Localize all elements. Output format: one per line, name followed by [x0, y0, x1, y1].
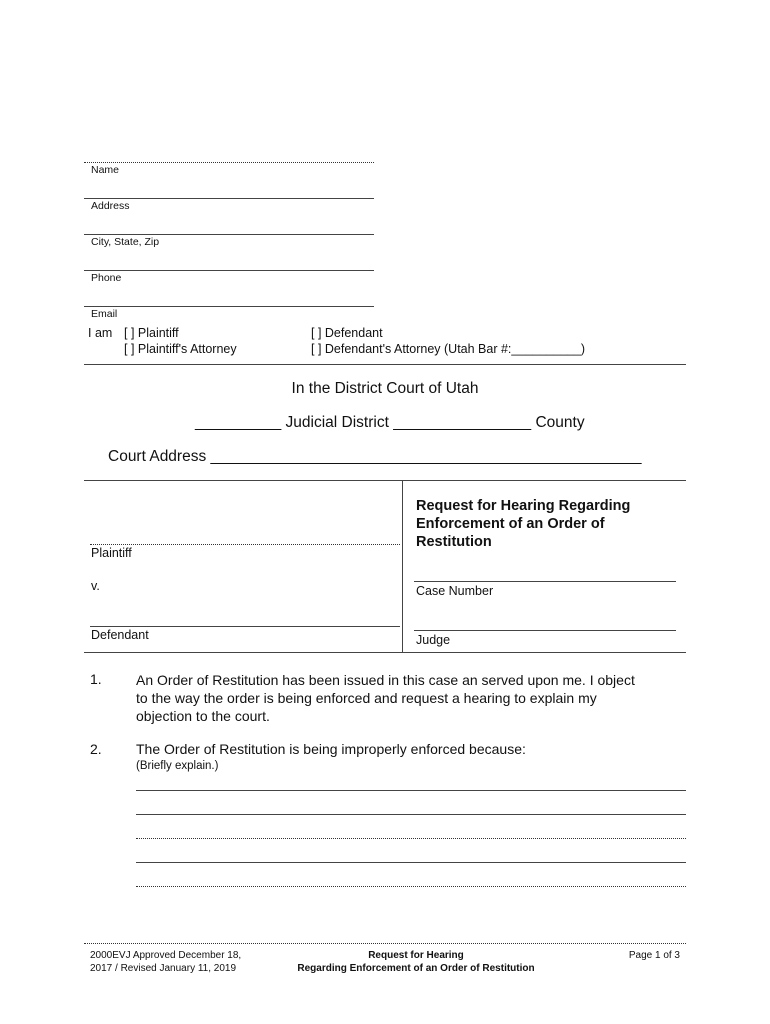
plaintiff-line[interactable] — [90, 544, 400, 545]
item-1-line2: to the way the order is being enforced and request a hearing to explain my — [136, 690, 597, 706]
case-number-label: Case Number — [416, 584, 494, 598]
court-address-blank[interactable]: __________________________________________________ — [210, 448, 642, 465]
caption-bottom-border — [84, 652, 686, 653]
caption-divider — [402, 480, 403, 652]
name-line[interactable] — [84, 162, 374, 163]
document-title-line2: Enforcement of an Order of — [416, 516, 605, 532]
district-number-blank[interactable]: __________ — [195, 414, 282, 431]
phone-label: Phone — [91, 272, 122, 284]
defendant-label: Defendant — [91, 628, 149, 642]
city-state-zip-line[interactable] — [84, 234, 374, 235]
name-label: Name — [91, 164, 120, 176]
defendant-line[interactable] — [90, 626, 400, 627]
versus-label: v. — [91, 579, 100, 593]
court-address-label: Court Address — [108, 448, 207, 465]
county-label: County — [535, 414, 585, 431]
footer-form-info — [90, 949, 290, 975]
i-am-label: I am — [88, 326, 113, 340]
item-2-number: 2. — [90, 741, 102, 757]
explanation-line[interactable] — [136, 838, 686, 839]
item-2-hint: (Briefly explain.) — [136, 760, 219, 772]
phone-line[interactable] — [84, 270, 374, 271]
footer-title-line2: Regarding Enforcement of an Order of Restitution — [297, 963, 535, 974]
address-line[interactable] — [84, 198, 374, 199]
plaintiff-checkbox[interactable]: [ ] Plaintiff — [124, 326, 179, 340]
footer-divider — [84, 943, 686, 944]
page-number: Page 1 of 3 — [628, 950, 680, 961]
document-title — [416, 497, 676, 551]
item-1-number: 1. — [90, 671, 102, 687]
district-line — [195, 414, 615, 432]
judge-label: Judge — [416, 633, 451, 647]
county-blank[interactable]: ________________ — [393, 414, 532, 431]
item-1-line1: An Order of Restitution has been issued in this case an served upon me. I object — [136, 672, 635, 688]
email-label: Email — [91, 308, 118, 320]
caption-top-border — [84, 480, 686, 481]
court-address-line — [108, 448, 668, 466]
defendant-checkbox[interactable]: [ ] Defendant — [311, 326, 383, 340]
footer-form-info-line2: 2017 / Revised January 11, 2019 — [90, 963, 237, 974]
document-title-line3: Restitution — [416, 534, 492, 550]
case-number-line[interactable] — [414, 581, 676, 582]
address-label: Address — [91, 200, 130, 212]
plaintiff-label: Plaintiff — [91, 546, 132, 560]
item-1-text — [136, 671, 696, 725]
item-2-text: The Order of Restitution is being improperly enforced because: — [136, 741, 526, 757]
city-state-zip-label: City, State, Zip — [91, 236, 160, 248]
plaintiffs-attorney-checkbox[interactable]: [ ] Plaintiff's Attorney — [124, 342, 237, 356]
explanation-line[interactable] — [136, 862, 686, 863]
explanation-line[interactable] — [136, 790, 686, 791]
explanation-line[interactable] — [136, 886, 686, 887]
judicial-district-label: Judicial District — [285, 414, 389, 431]
court-heading: In the District Court of Utah — [291, 380, 479, 397]
party-selection — [88, 326, 688, 358]
document-title-line1: Request for Hearing Regarding — [416, 498, 631, 514]
footer-title-line1: Request for Hearing — [368, 950, 464, 961]
header-divider — [84, 364, 686, 365]
judge-line[interactable] — [414, 630, 676, 631]
email-line[interactable] — [84, 306, 374, 307]
defendants-attorney-checkbox[interactable]: [ ] Defendant's Attorney (Utah Bar #:__________) — [311, 342, 586, 356]
footer-form-info-line1: 2000EVJ Approved December 18, — [90, 950, 242, 961]
item-1-line3: objection to the court. — [136, 708, 270, 724]
explanation-line[interactable] — [136, 814, 686, 815]
footer-title — [266, 949, 566, 975]
